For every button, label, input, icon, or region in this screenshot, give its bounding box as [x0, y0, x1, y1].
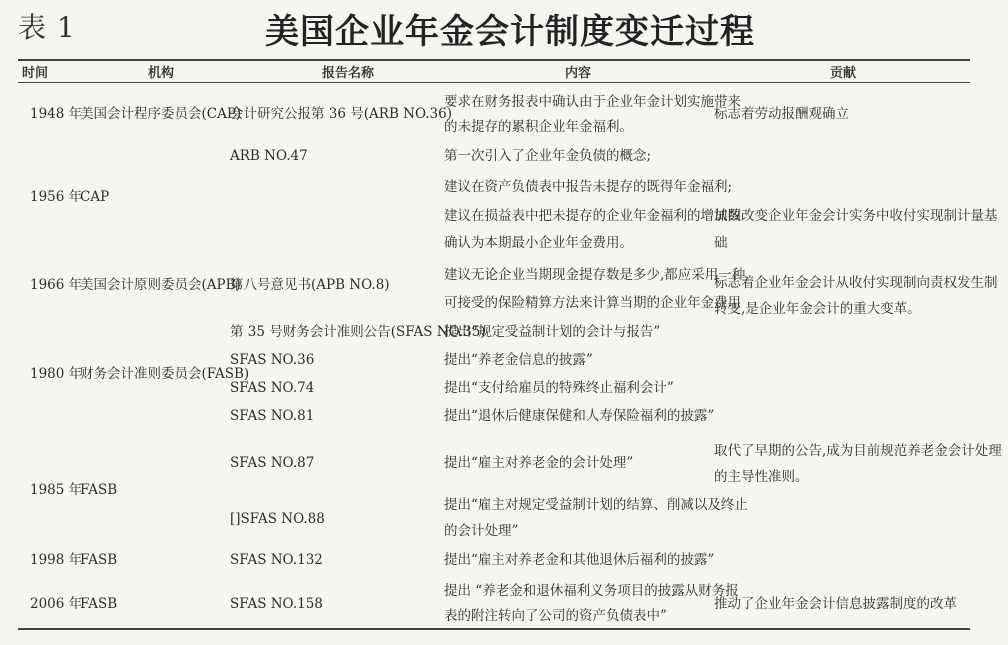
row-content-line: 的未提存的累积企业年金福利。 [444, 119, 633, 135]
row-contribution: 标志着劳动报酬观确立 [714, 106, 849, 122]
row-contribution-line: 标志着企业年金会计从收付实现制向责权发生制 [714, 275, 998, 291]
table-label: 表 1 [18, 11, 76, 44]
row-report: 会计研究公报第 36 号(ARB NO.36) [230, 106, 452, 122]
table-header-rule [18, 82, 970, 83]
row-content-line: 提出“雇主对规定受益制计划的结算、削减以及终止 [444, 497, 748, 513]
row-report: 第 35 号财务会计准则公告(SFAS NO.35) [230, 324, 486, 340]
row-report: 第八号意见书(APB NO.8) [230, 277, 390, 293]
row-content-line: 提出“雇主对养老金和其他退休后福利的披露” [444, 552, 715, 568]
row-content-line: 第一次引入了企业年金负债的概念; [444, 148, 652, 164]
row-org: CAP [80, 189, 110, 205]
row-year: 1956 年 [30, 189, 83, 205]
row-report: SFAS NO.74 [230, 380, 315, 396]
header-contribution: 贡献 [830, 66, 857, 81]
row-report: SFAS NO.36 [230, 352, 315, 368]
row-content-line: 可接受的保险精算方法来计算当期的企业年金费用 [444, 295, 741, 311]
row-org: 美国会计程序委员会(CAP) [80, 106, 242, 122]
row-contribution-line: 础 [714, 235, 728, 251]
table-top-rule [18, 59, 970, 61]
header-time: 时间 [22, 66, 49, 81]
row-report: SFAS NO.132 [230, 552, 323, 568]
row-report: SFAS NO.87 [230, 455, 315, 471]
row-contribution-line: 取代了早期的公告,成为目前规范养老金会计处理 [714, 443, 1002, 459]
header-report: 报告名称 [322, 66, 375, 81]
row-report: SFAS NO.81 [230, 408, 315, 424]
row-content-line: 建议在资产负债表中报告未提存的既得年金福利; [444, 179, 733, 195]
row-contribution-line: 转变,是企业年金会计的重大变革。 [714, 301, 921, 317]
row-content-line: 建议在损益表中把未提存的企业年金福利的增加数 [444, 208, 741, 224]
row-year: 1998 年 [30, 552, 83, 568]
row-report: SFAS NO.158 [230, 596, 323, 612]
row-content-line: 建议无论企业当期现金提存数是多少,都应采用一种 [444, 267, 746, 283]
header-content: 内容 [565, 66, 592, 81]
row-org: FASB [80, 552, 118, 568]
row-content-line: 要求在财务报表中确认由于企业年金计划实施带来 [444, 94, 741, 110]
row-year: 1980 年 [30, 366, 83, 382]
row-content-line: 提出 “养老金和退休福利义务项目的披露从财务报 [444, 583, 739, 599]
row-contribution-line: 试图改变企业年金会计实务中收付实现制计量基 [714, 208, 998, 224]
row-org: 财务会计准则委员会(FASB) [80, 366, 250, 382]
row-year: 1985 年 [30, 482, 83, 498]
row-report: []SFAS NO.88 [230, 511, 325, 527]
row-contribution: 推动了企业年金会计信息披露制度的改革 [714, 596, 957, 612]
row-org: FASB [80, 596, 118, 612]
row-report: ARB NO.47 [230, 148, 308, 164]
row-year: 2006 年 [30, 596, 83, 612]
row-content-line: 提出“规定受益制计划的会计与报告” [444, 324, 661, 340]
row-content-line: 提出“退休后健康保健和人寿保险福利的披露” [444, 408, 715, 424]
row-content-line: 确认为本期最小企业年金费用。 [444, 235, 633, 251]
row-content-line: 的会计处理” [444, 523, 519, 539]
row-content-line: 表的附注转向了公司的资产负债表中” [444, 608, 667, 624]
row-org: 美国会计原则委员会(APB) [80, 277, 241, 293]
row-year: 1966 年 [30, 277, 83, 293]
row-org: FASB [80, 482, 118, 498]
row-contribution-line: 的主导性准则。 [714, 469, 809, 485]
row-year: 1948 年 [30, 106, 83, 122]
row-content-line: 提出“支付给雇员的特殊终止福利会计” [444, 380, 674, 396]
page-title: 美国企业年金会计制度变迁过程 [265, 12, 755, 52]
row-content-line: 提出“雇主对养老金的会计处理” [444, 455, 634, 471]
header-org: 机构 [148, 66, 175, 81]
row-content-line: 提出“养老金信息的披露” [444, 352, 593, 368]
table-bottom-rule [18, 628, 970, 630]
